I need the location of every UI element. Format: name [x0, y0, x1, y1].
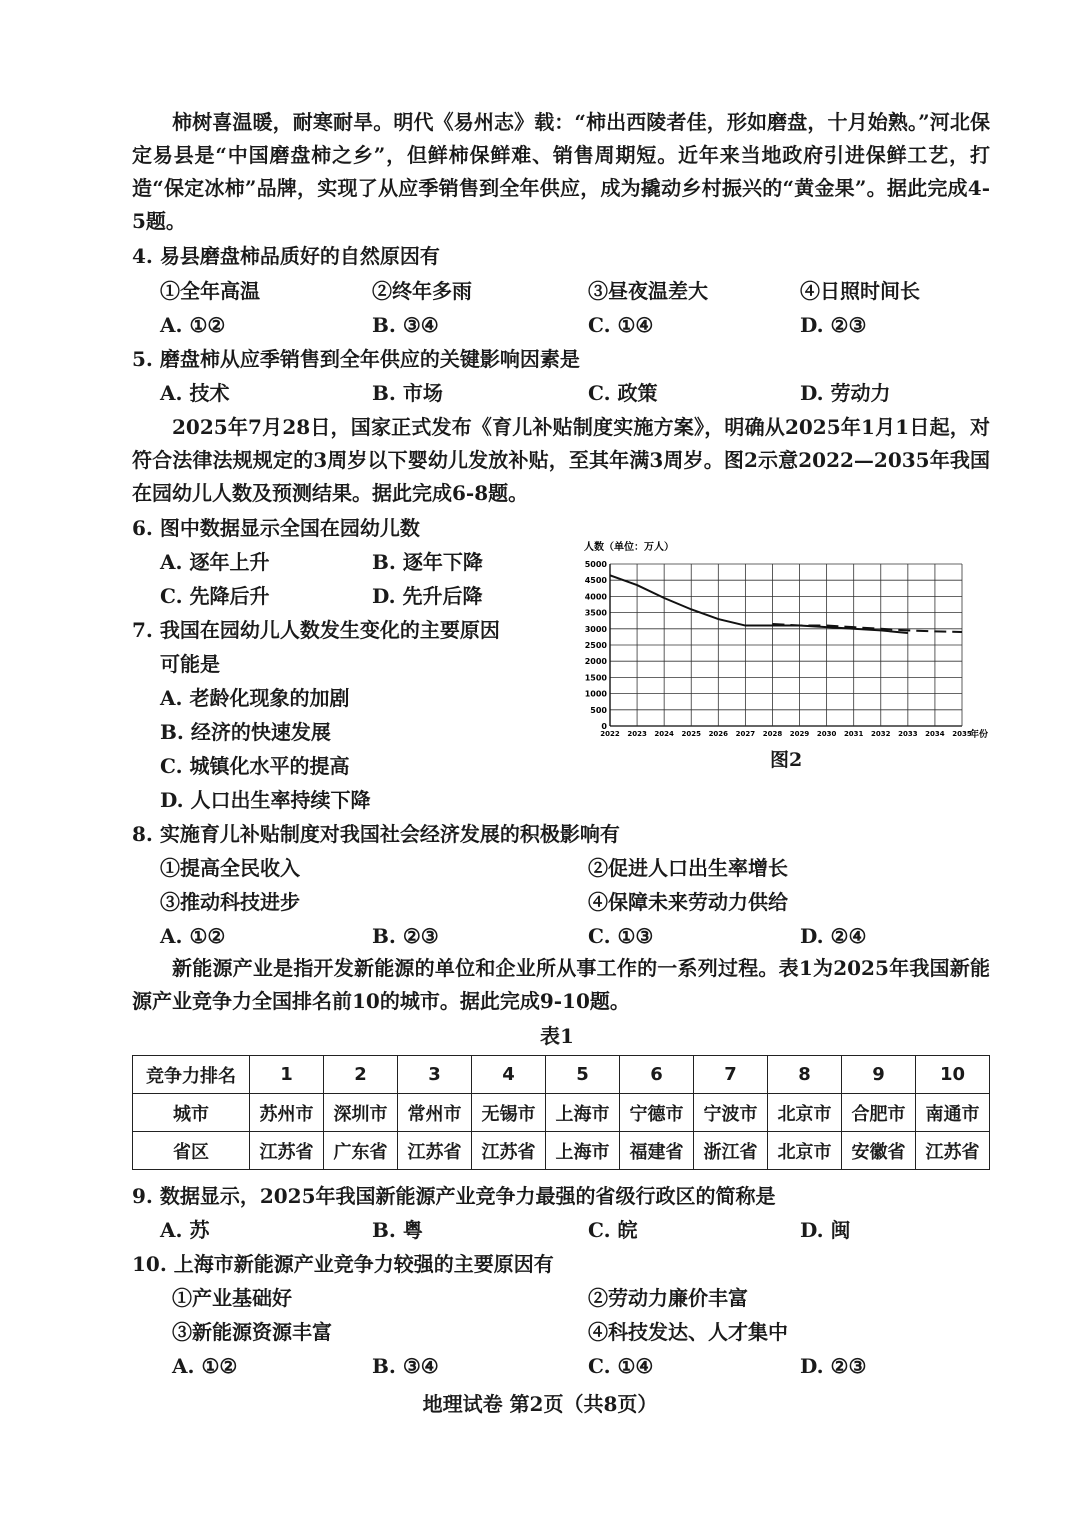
chart-ylabel: 人数（单位：万人） [584, 542, 674, 553]
q8-choice-a: A. ①② [160, 924, 226, 948]
rank-cell: 7 [694, 1056, 768, 1094]
x-tick-label: 2034 [925, 730, 945, 738]
x-tick-label: 2032 [871, 730, 891, 738]
q9-stem: 9. 数据显示，2025年我国新能源产业竞争力最强的省级行政区的简称是 [132, 1184, 776, 1208]
q6-choice-c: C. 先降后升 [160, 584, 270, 608]
y-tick-label: 500 [590, 705, 607, 715]
rank-cell: 8 [768, 1056, 842, 1094]
q8-stem: 8. 实施育儿补贴制度对我国社会经济发展的积极影响有 [132, 822, 620, 846]
q7-choice-b: B. 经济的快速发展 [160, 720, 331, 744]
q4-choice-b: B. ③④ [372, 313, 439, 337]
city-cell: 常州市 [398, 1094, 472, 1132]
city-cell: 上海市 [546, 1094, 620, 1132]
city-cell: 宁德市 [620, 1094, 694, 1132]
x-tick-label: 2029 [789, 730, 810, 738]
x-tick-label: 2024 [654, 730, 674, 738]
x-tick-label: 2031 [843, 730, 864, 738]
q4-choice-d: D. ②③ [800, 313, 867, 337]
figure-2-chart [578, 538, 998, 778]
q10-choice-d: D. ②③ [800, 1354, 867, 1378]
x-tick-label: 2023 [627, 730, 647, 738]
q10-item-2: ②劳动力廉价丰富 [588, 1286, 748, 1310]
page-footer: 地理试卷 第2页（共8页） [422, 1392, 658, 1416]
row-header-rank: 竞争力排名 [133, 1056, 250, 1094]
city-cell: 深圳市 [324, 1094, 398, 1132]
q5-stem: 5. 磨盘柿从应季销售到全年供应的关键影响因素是 [132, 347, 580, 371]
y-tick-label: 4000 [584, 592, 607, 602]
q10-choice-b: B. ③④ [372, 1354, 439, 1378]
q10-choice-a: A. ①② [172, 1354, 238, 1378]
y-tick-label: 0 [601, 722, 607, 731]
table-1-caption: 表1 [540, 1024, 574, 1048]
rank-cell: 4 [472, 1056, 546, 1094]
q7-choice-c: C. 城镇化水平的提高 [160, 754, 350, 778]
q7-stem-cont: 可能是 [160, 652, 220, 676]
q10-item-1: ①产业基础好 [172, 1286, 292, 1310]
q8-item-4: ④保障未来劳动力供给 [588, 890, 788, 914]
x-tick-label: 2028 [762, 730, 783, 738]
figure-2-caption: 图2 [770, 749, 803, 771]
x-tick-label: 2033 [898, 730, 918, 738]
q7-choice-d: D. 人口出生率持续下降 [160, 788, 371, 812]
q4-stem: 4. 易县磨盘柿品质好的自然原因有 [132, 244, 440, 268]
province-cell: 江苏省 [250, 1132, 324, 1170]
q8-choice-b: B. ②③ [372, 924, 439, 948]
rank-cell: 9 [842, 1056, 916, 1094]
q9-choice-a: A. 苏 [160, 1218, 210, 1242]
city-cell: 苏州市 [250, 1094, 324, 1132]
rank-cell: 5 [546, 1056, 620, 1094]
q5-choice-d: D. 劳动力 [800, 381, 891, 405]
q6-choice-a: A. 逐年上升 [160, 550, 270, 574]
y-tick-label: 1000 [584, 689, 607, 699]
province-cell: 浙江省 [694, 1132, 768, 1170]
row-header-province: 省区 [133, 1132, 250, 1170]
q10-stem: 10. 上海市新能源产业竞争力较强的主要原因有 [132, 1252, 554, 1276]
q7-stem: 7. 我国在园幼儿人数发生变化的主要原因 [132, 618, 500, 642]
y-tick-label: 4500 [584, 576, 607, 586]
q9-choice-c: C. 皖 [588, 1218, 638, 1242]
q5-choice-b: B. 市场 [372, 381, 443, 405]
rank-cell: 3 [398, 1056, 472, 1094]
chart-xlabel: 年份 [970, 730, 989, 740]
chart-svg [578, 538, 998, 748]
y-tick-label: 1500 [584, 673, 607, 683]
q8-choice-d: D. ②④ [800, 924, 867, 948]
province-cell: 江苏省 [916, 1132, 990, 1170]
q4-item-2: ②终年多雨 [372, 279, 472, 303]
q4-item-1: ①全年高温 [160, 279, 260, 303]
table-row-city [133, 1094, 990, 1132]
province-cell: 上海市 [546, 1132, 620, 1170]
x-tick-label: 2027 [735, 730, 756, 738]
series-line-main [610, 575, 908, 633]
y-tick-label: 3500 [584, 608, 607, 618]
province-cell: 北京市 [768, 1132, 842, 1170]
table-row-rank [133, 1056, 990, 1094]
q7-choice-a: A. 老龄化现象的加剧 [160, 686, 350, 710]
y-tick-label: 5000 [584, 560, 607, 569]
q5-choice-a: A. 技术 [160, 381, 230, 405]
q9-choice-d: D. 闽 [800, 1218, 851, 1242]
x-tick-label: 2022 [600, 730, 620, 738]
q4-item-3: ③昼夜温差大 [588, 279, 708, 303]
rank-cell: 6 [620, 1056, 694, 1094]
q8-item-1: ①提高全民收入 [160, 856, 300, 880]
city-cell: 合肥市 [842, 1094, 916, 1132]
rank-cell: 10 [916, 1056, 990, 1094]
row-header-city: 城市 [133, 1094, 250, 1132]
y-tick-label: 2000 [584, 657, 607, 667]
intro-childcare: 2025年7月28日，国家正式发布《育儿补贴制度实施方案》，明确从2025年1月1日起，对符合法律法规规定的3周岁以下婴幼儿发放补贴，至其年满3周岁。图2示意2022—2035年我国在园幼儿人数及预测结果。据此完成6-8题。 [132, 415, 990, 505]
rank-cell: 1 [250, 1056, 324, 1094]
x-tick-label: 2025 [681, 730, 701, 738]
province-cell: 福建省 [620, 1132, 694, 1170]
x-tick-label: 2026 [708, 730, 729, 738]
x-tick-label: 2035 [952, 730, 972, 738]
q8-item-3: ③推动科技进步 [160, 890, 300, 914]
city-cell: 南通市 [916, 1094, 990, 1132]
province-cell: 江苏省 [398, 1132, 472, 1170]
intro-new-energy: 新能源产业是指开发新能源的单位和企业所从事工作的一系列过程。表1为2025年我国新能源产业竞争力全国排名前10的城市。据此完成9-10题。 [132, 956, 990, 1013]
chart-series [610, 575, 962, 633]
q10-item-4: ④科技发达、人才集中 [588, 1320, 788, 1344]
intro-persimmon: 柿树喜温暖，耐寒耐旱。明代《易州志》载：“柿出西陵者佳，形如磨盘，十月始熟。”河北保定易县是“中国磨盘柿之乡”，但鲜柿保鲜难、销售周期短。近年来当地政府引进保鲜工艺，打造“保定冰柿”品牌，实现了从应季销售到全年供应，成为撬动乡村振兴的“黄金果”。据此完成4-5题。 [132, 110, 990, 233]
q6-choice-b: B. 逐年下降 [372, 550, 483, 574]
q8-item-2: ②促进人口出生率增长 [588, 856, 788, 880]
y-tick-label: 2500 [584, 641, 607, 650]
chart-grid [610, 564, 962, 726]
q4-choice-c: C. ①④ [588, 313, 654, 337]
q4-item-4: ④日照时间长 [800, 279, 920, 303]
q6-choice-d: D. 先升后降 [372, 584, 483, 608]
table-1 [132, 1055, 990, 1170]
q8-choice-c: C. ①③ [588, 924, 654, 948]
province-cell: 安徽省 [842, 1132, 916, 1170]
q5-choice-c: C. 政策 [588, 381, 658, 405]
x-tick-label: 2030 [816, 730, 837, 738]
rank-cell: 2 [324, 1056, 398, 1094]
y-tick-label: 3000 [584, 624, 607, 634]
city-cell: 北京市 [768, 1094, 842, 1132]
table-row-province [133, 1132, 990, 1170]
series-line-forecast [772, 624, 962, 632]
q4-choice-a: A. ①② [160, 313, 226, 337]
province-cell: 江苏省 [472, 1132, 546, 1170]
q9-choice-b: B. 粤 [372, 1218, 423, 1242]
city-cell: 宁波市 [694, 1094, 768, 1132]
q6-stem: 6. 图中数据显示全国在园幼儿数 [132, 516, 420, 540]
q10-choice-c: C. ①④ [588, 1354, 654, 1378]
province-cell: 广东省 [324, 1132, 398, 1170]
q10-item-3: ③新能源资源丰富 [172, 1320, 332, 1344]
city-cell: 无锡市 [472, 1094, 546, 1132]
